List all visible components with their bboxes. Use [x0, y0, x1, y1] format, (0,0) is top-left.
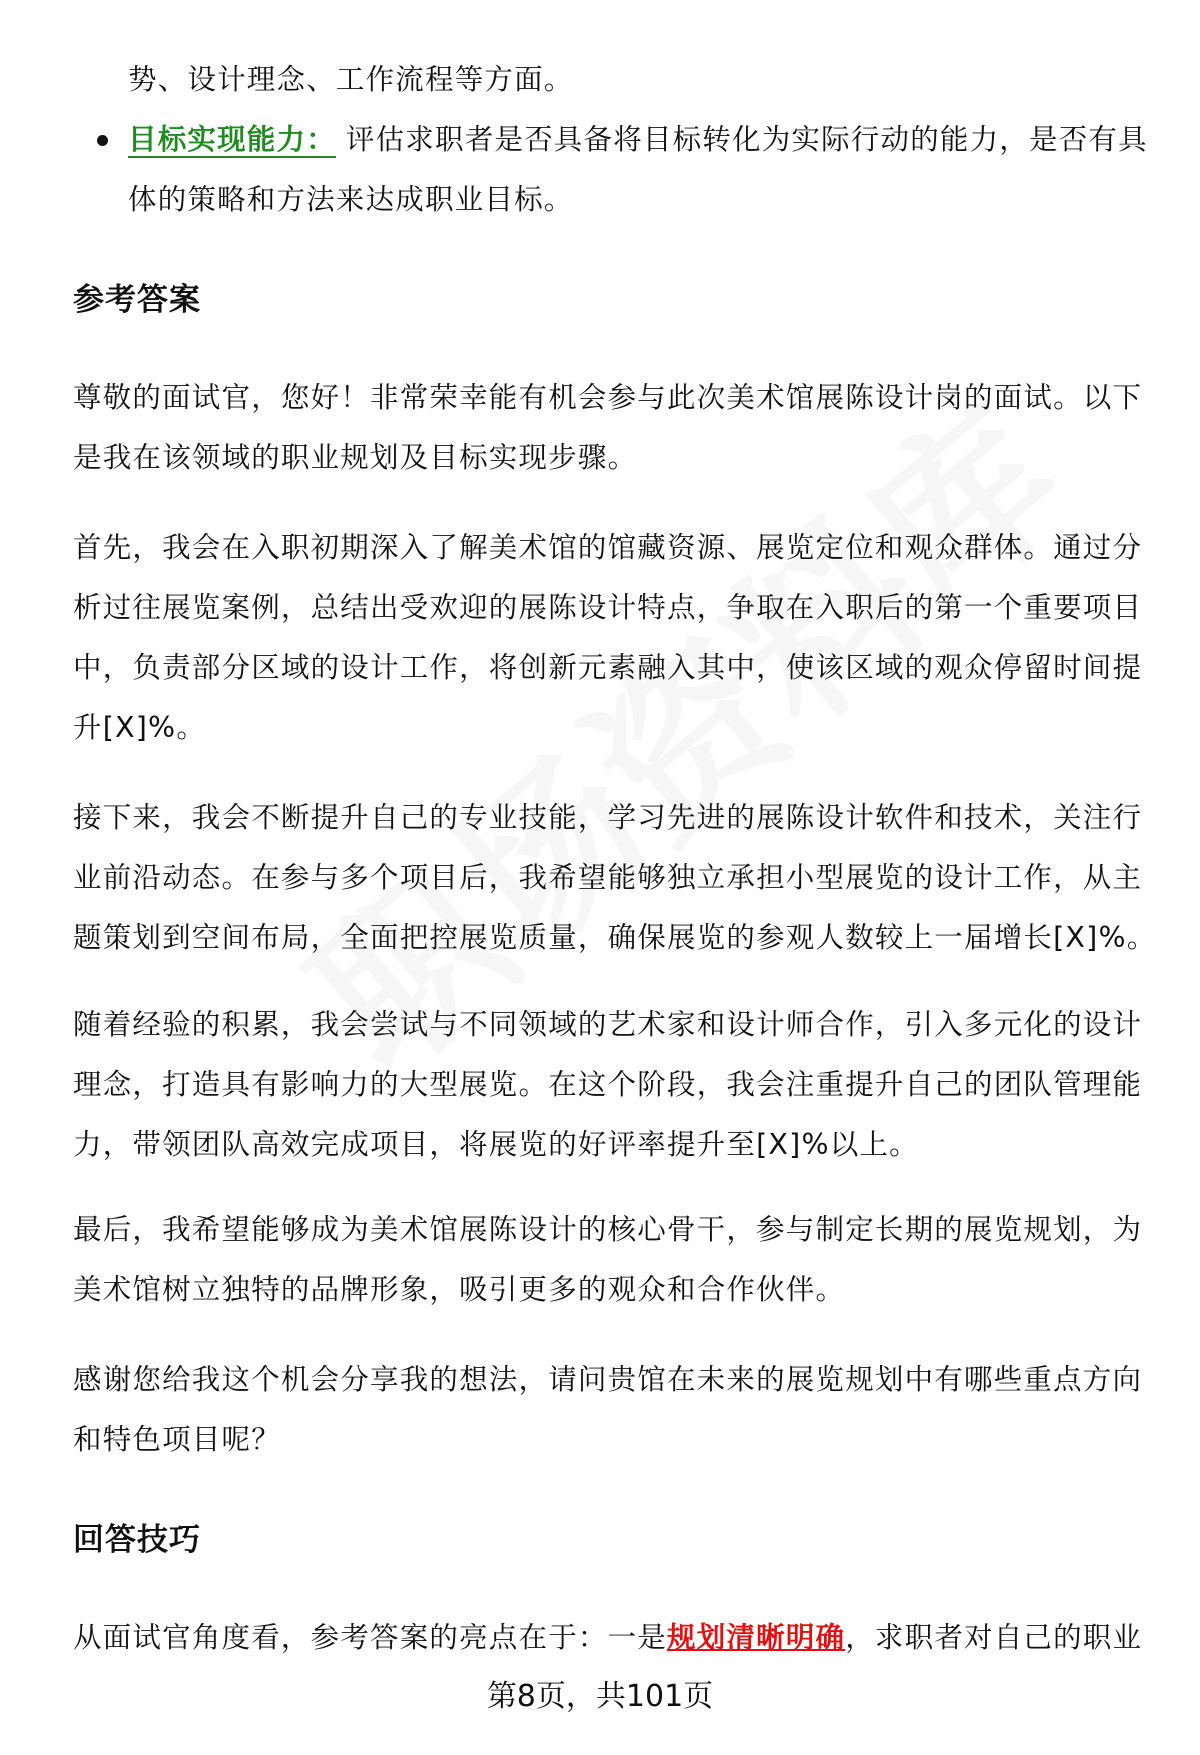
paragraph-line: 尊敬的面试官，您好！非常荣幸能有机会参与此次美术馆展陈设计岗的面试。以下 — [73, 381, 1143, 414]
paragraph-line: 感谢您给我这个机会分享我的想法，请问贵馆在未来的展览规划中有哪些重点方向 — [73, 1363, 1143, 1396]
bullet-text: 评估求职者是否具备将目标转化为实际行动的能力，是否有具 — [345, 123, 1148, 156]
tips-highlight: 规划清晰明确 — [667, 1621, 846, 1654]
tips-line — [73, 1618, 1142, 1658]
page-number: 第8页，共101页 — [486, 1679, 714, 1714]
bullet-label: 目标实现能力： — [128, 123, 336, 156]
paragraph-line: 析过往展览案例，总结出受欢迎的展陈设计特点，争取在入职后的第一个重要项目 — [73, 591, 1143, 624]
paragraph-line: 和特色项目呢？ — [73, 1423, 281, 1456]
bullet-line-2: 体的策略和方法来达成职业目标。 — [128, 183, 574, 216]
paragraph-line: 美术馆树立独特的品牌形象，吸引更多的观众和合作伙伴。 — [73, 1273, 846, 1306]
tips-text-after: ，求职者对自己的职业 — [845, 1621, 1143, 1654]
paragraph-line: 力，带领团队高效完成项目，将展览的好评率提升至[X]%以上。 — [73, 1128, 919, 1161]
paragraph-line: 最后，我希望能够成为美术馆展陈设计的核心骨干，参与制定长期的展览规划，为 — [73, 1213, 1143, 1246]
paragraph-line: 是我在该领域的职业规划及目标实现步骤。 — [73, 441, 638, 474]
paragraph-line: 中，负责部分区域的设计工作，将创新元素融入其中，使该区域的观众停留时间提 — [73, 651, 1143, 684]
bullet-line — [128, 120, 1148, 160]
section-heading-answer: 参考答案 — [73, 282, 201, 318]
paragraph-line: 题策划到空间布局，全面把控展览质量，确保展览的参观人数较上一届增长[X]%。 — [73, 921, 1157, 954]
paragraph-line: 理念，打造具有影响力的大型展览。在这个阶段，我会注重提升自己的团队管理能 — [73, 1068, 1143, 1101]
paragraph-line: 业前沿动态。在参与多个项目后，我希望能够独立承担小型展览的设计工作，从主 — [73, 861, 1143, 894]
paragraph-line: 首先，我会在入职初期深入了解美术馆的馆藏资源、展览定位和观众群体。通过分 — [73, 531, 1143, 564]
bullet-continuation: 势、设计理念、工作流程等方面。 — [128, 63, 574, 96]
tips-text: 从面试官角度看，参考答案的亮点在于：一是 — [73, 1621, 668, 1654]
paragraph-line: 升[X]%。 — [73, 711, 207, 744]
bullet-dot — [97, 135, 108, 146]
paragraph-line: 随着经验的积累，我会尝试与不同领域的艺术家和设计师合作，引入多元化的设计 — [73, 1008, 1143, 1041]
section-heading-tips: 回答技巧 — [73, 1522, 201, 1558]
paragraph-line: 接下来，我会不断提升自己的专业技能，学习先进的展陈设计软件和技术，关注行 — [73, 801, 1143, 834]
